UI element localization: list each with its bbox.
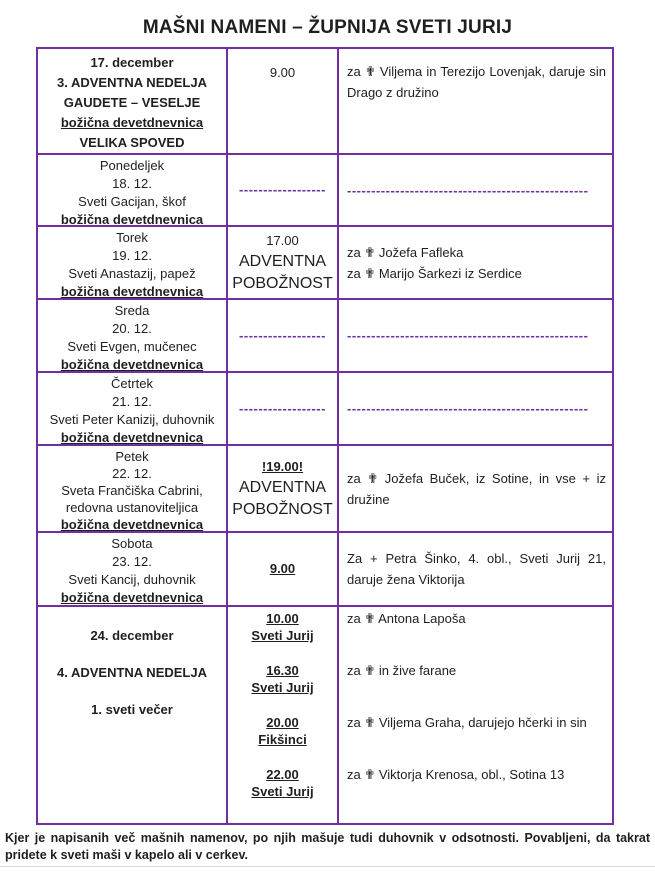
mass-time-place	[228, 766, 337, 818]
novena-label: božična devetdnevnica	[60, 590, 204, 605]
confession-note: VELIKA SPOVED	[79, 135, 185, 150]
mass-place: Fikšinci	[258, 732, 307, 747]
day-line: 22. 12.	[112, 466, 152, 481]
mass-intention: za ✟ Viktorja Krenosa, obl., Sotina 13	[347, 767, 565, 782]
empty-time-dashes: ------------------	[239, 182, 326, 197]
mass-intention: za ✟ Viljema Graha, darujejo hčerki in sin	[347, 715, 587, 730]
devotion-label: ADVENTNA	[238, 478, 327, 496]
day-line: Sveti Evgen, mučenec	[67, 339, 197, 354]
empty-intention-dashes: --------------------------------------------------	[347, 401, 589, 416]
page-title: MAŠNI NAMENI – ŽUPNIJA SVETI JURIJ	[142, 17, 513, 38]
intention-cell-multi	[339, 607, 612, 823]
time-cell	[228, 446, 339, 533]
day-line: Sobota	[111, 536, 153, 551]
novena-label: božična devetdnevnica	[60, 284, 204, 299]
day-cell-monday-18	[38, 155, 228, 227]
day-cell-tuesday-19	[38, 227, 228, 300]
intention-cell	[339, 300, 612, 373]
intention-cell	[339, 533, 612, 607]
novena-label: božična devetdnevnica	[60, 115, 204, 130]
mass-time: 10.00	[266, 611, 299, 626]
mass-place: Sveti Jurij	[251, 784, 314, 799]
day-cell-friday-22	[38, 446, 228, 533]
day-cell-sunday-17	[38, 49, 228, 155]
day-line: Sreda	[114, 303, 150, 318]
empty-time-dashes: ------------------	[239, 327, 326, 343]
time-cell-multi	[228, 607, 339, 823]
mass-intention: za ✟ in žive farane	[347, 663, 457, 678]
day-line: 4. ADVENTNA NEDELJA	[56, 665, 207, 680]
day-line: 3. ADVENTNA NEDELJA	[56, 75, 207, 90]
footer-note: Kjer je napisanih več mašnih namenov, po njih mašuje tudi duhovnik v odsotnosti. Povabljeni, da takrat pridete k sveti maši v kapelo ali v cerkev.	[5, 831, 650, 862]
day-line: GAUDETE – VESELJE	[63, 95, 201, 110]
day-line: 1. sveti večer	[91, 702, 173, 717]
mass-place: Sveti Jurij	[251, 628, 314, 643]
intention-cell	[339, 227, 612, 300]
day-line: Sveta Frančiška Cabrini,	[61, 483, 203, 498]
devotion-label: ADVENTNA	[238, 252, 327, 270]
page-bottom-edge	[0, 866, 655, 867]
time-cell	[228, 155, 339, 227]
day-cell-sunday-24	[38, 607, 228, 823]
novena-label: božična devetdnevnica	[60, 357, 204, 372]
day-line: 21. 12.	[112, 394, 152, 409]
mass-time-place	[228, 610, 337, 662]
mass-time: 9.00	[269, 65, 296, 80]
day-line: 20. 12.	[112, 321, 152, 336]
mass-time: 20.00	[266, 715, 299, 730]
time-cell	[228, 373, 339, 446]
novena-label: božična devetdnevnica	[60, 212, 204, 227]
mass-time-place	[228, 714, 337, 766]
time-cell	[228, 49, 339, 155]
mass-time: 16.30	[266, 663, 299, 678]
mass-place: Sveti Jurij	[251, 680, 314, 695]
mass-time: !19.00!	[261, 458, 304, 474]
novena-label: božična devetdnevnica	[60, 430, 204, 445]
mass-time: 17.00	[266, 232, 299, 248]
time-cell	[228, 300, 339, 373]
day-line: Sveti Peter Kanizij, duhovnik	[49, 412, 215, 427]
day-line: 24. december	[90, 628, 174, 643]
mass-schedule-table	[36, 47, 614, 825]
mass-time: 22.00	[266, 767, 299, 782]
intention-cell	[339, 49, 612, 155]
day-line: Petek	[115, 449, 149, 464]
novena-label: božična devetdnevnica	[60, 517, 204, 532]
day-line: redovna ustanoviteljica	[65, 500, 199, 515]
day-line: Sveti Gacijan, škof	[78, 194, 186, 209]
time-cell	[228, 227, 339, 300]
mass-intention: za ✟ Jožefa Buček, iz Sotine, in vse + iz družine	[347, 470, 606, 507]
day-line: Četrtek	[111, 376, 153, 391]
day-cell-wednesday-20	[38, 300, 228, 373]
day-line: Ponedeljek	[99, 158, 165, 173]
day-line: Sveti Kancij, duhovnik	[68, 572, 196, 587]
intention-cell	[339, 373, 612, 446]
day-line: 18. 12.	[112, 176, 152, 191]
time-cell	[228, 533, 339, 607]
mass-intention: za ✟ Jožefa Fafleka	[347, 244, 464, 260]
empty-intention-dashes: --------------------------------------------------	[347, 328, 589, 343]
intention-cell	[339, 155, 612, 227]
intention-cell	[339, 446, 612, 533]
empty-intention-dashes: --------------------------------------------------	[347, 182, 589, 198]
day-cell-thursday-21	[38, 373, 228, 446]
mass-intention: za ✟ Marijo Šarkezi iz Serdice	[347, 265, 522, 281]
mass-time-place	[228, 662, 337, 714]
mass-time: 9.00	[269, 561, 296, 576]
mass-intention: za ✟ Antona Lapoša	[347, 611, 466, 626]
devotion-label: POBOŽNOST	[232, 500, 333, 518]
mass-intention: za ✟ Viljema in Terezijo Lovenjak, daruje sin Drago z družino	[347, 64, 606, 100]
empty-time-dashes: ------------------	[239, 400, 326, 416]
devotion-label: POBOŽNOST	[232, 274, 333, 292]
mass-intention: Za + Petra Šinko, 4. obl., Sveti Jurij 21, daruje žena Viktorija	[347, 551, 606, 587]
day-line: Sveti Anastazij, papež	[68, 266, 196, 281]
day-line: 19. 12.	[112, 248, 152, 263]
day-line: Torek	[116, 230, 148, 245]
day-cell-saturday-23	[38, 533, 228, 607]
day-line: 23. 12.	[112, 554, 152, 569]
day-line: 17. december	[90, 55, 174, 70]
